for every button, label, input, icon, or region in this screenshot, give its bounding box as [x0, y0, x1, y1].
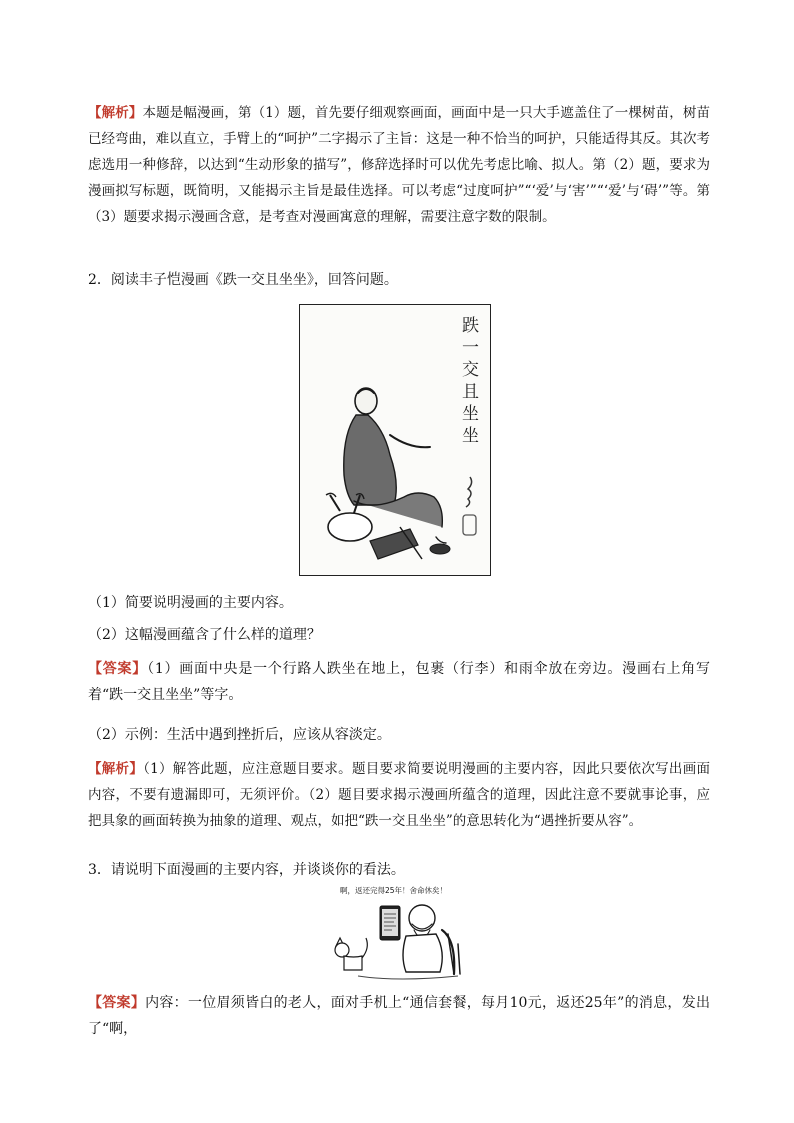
seal-stamp	[463, 515, 476, 535]
answer-text-1: （1）画面中央是一个行路人跌坐在地上，包裹（行李）和雨伞放在旁边。漫画右上角写着“跌一交且坐坐”等字。	[88, 661, 711, 703]
cartoon-drawing	[300, 305, 490, 575]
phone-cartoon	[318, 884, 478, 984]
question-2-title: 2．阅读丰子恺漫画《跌一交且坐坐》，回答问题。	[88, 272, 398, 288]
ground-line	[358, 976, 458, 979]
question-3-title: 3．请说明下面漫画的主要内容，并谈谈你的看法。	[88, 862, 405, 878]
calligraphy-char: 坐	[462, 426, 479, 446]
calligraphy-char: 交	[462, 360, 479, 380]
cartoon-drawing	[318, 884, 478, 984]
cartoon-caption: 啊，返还完得25年！舍命休矣！	[340, 886, 448, 895]
feng-zikai-cartoon	[299, 304, 491, 576]
answer-text-2: （2）示例：生活中遇到挫折后，应该从容淡定。	[88, 727, 391, 743]
answer-tag: 【答案】	[88, 661, 148, 677]
question-2-sub-2: （2）这幅漫画蕴含了什么样的道理？	[88, 627, 321, 643]
analysis-paragraph-2	[88, 756, 710, 834]
umbrella	[370, 527, 422, 559]
analysis-paragraph-1	[88, 100, 710, 230]
analysis-tag: 【解析】	[88, 761, 144, 777]
calligraphy-char: 坐	[462, 404, 479, 424]
analysis-text: 本题是幅漫画，第（1）题，首先要仔细观察画面，画面中是一只大手遮盖住了一棵树苗，树苗已经弯曲，难以直立，手臂上的“呵护”二字揭示了主旨：这是一种不恰当的呵护，只能适得其反。其次考虑选用一种修辞，以达到“生动形象的描写”，修辞选择时可以优先考虑比喻、拟人。第（2）题，要求为漫画拟写标题，既简明，又能揭示主旨是最佳选择。可以考虑“过度呵护”“‘爱’与‘害’”“‘爱’与‘碍’”等。第（3）题要求揭示漫画含意，是考查对漫画寓意的理解，需要注意字数的限制。	[88, 105, 711, 225]
old-man-figure	[403, 905, 460, 974]
signature-mark	[466, 477, 472, 507]
answer-paragraph-3	[88, 990, 710, 1042]
question-2-sub-1: （1）简要说明漫画的主要内容。	[88, 595, 293, 611]
cat-figure	[335, 938, 367, 970]
analysis-tag: 【解析】	[88, 105, 143, 121]
calligraphy-char: 跌	[462, 316, 479, 336]
cartoon-calligraphy	[462, 316, 479, 446]
answer-paragraph-2	[88, 656, 710, 708]
phone-screen	[380, 906, 400, 940]
answer-text: 内容：一位眉须皆白的老人，面对手机上“通信套餐，每月10元，返还25年”的消息，发出了“啊，	[88, 995, 710, 1037]
calligraphy-char: 一	[462, 338, 479, 358]
analysis-text: （1）解答此题，应注意题目要求。题目要求简要说明漫画的主要内容，因此只要依次写出画面内容，不要有遗漏即可，无须评价。（2）题目要求揭示漫画所蕴含的道理，因此注意不要就事论事，应把具象的画面转换为抽象的道理、观点，如把“跌一交且坐坐”的意思转化为“遇挫折要从容”。	[88, 761, 710, 829]
answer-tag: 【答案】	[88, 995, 146, 1011]
calligraphy-char: 且	[462, 382, 479, 402]
